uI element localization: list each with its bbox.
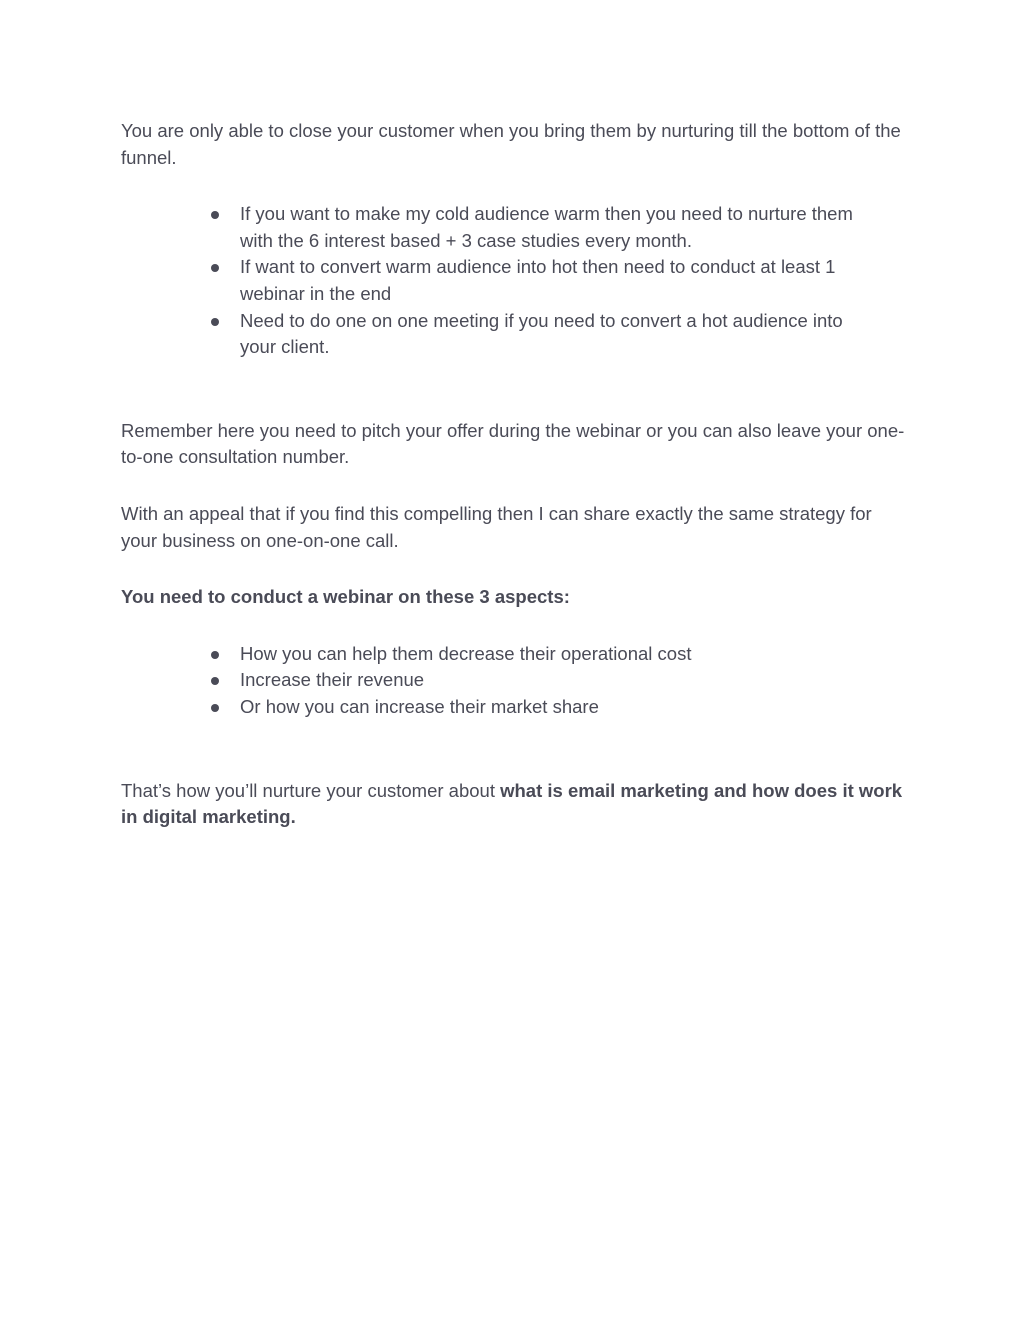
list-item [209, 254, 870, 307]
list-item-text: Increase their revenue [240, 669, 425, 691]
bullet-icon [211, 264, 219, 272]
list-item-text: Need to do one on one meeting if you need to convert a hot audience into your client. [240, 309, 843, 358]
appeal-paragraph: With an appeal that if you find this compelling then I can share exactly the same strategy for your business on one-on-one call. [121, 502, 872, 551]
list-item [209, 641, 870, 668]
list-item [209, 201, 870, 254]
list-item [209, 694, 870, 721]
list-item-text: Or how you can increase their market share [240, 695, 599, 717]
document-page [121, 118, 911, 831]
list-item-text: If you want to make my cold audience warm then you need to nurture them with the 6 interest based + 3 case studies every month. [240, 203, 853, 251]
bullet-icon [211, 677, 219, 685]
list-item-text: If want to convert warm audience into hot then need to conduct at least 1 webinar in the end [240, 256, 836, 304]
remember-paragraph: Remember here you need to pitch your offer during the webinar or you can also leave your one-to-one consultation number. [121, 419, 905, 468]
closing-bold-text: what is email marketing and how does it work in digital marketing. [121, 779, 903, 828]
bullet-icon [211, 651, 219, 659]
bullet-icon [211, 211, 219, 219]
webinar-heading: You need to conduct a webinar on these 3 aspects: [121, 586, 570, 608]
funnel-steps-list [121, 201, 911, 361]
list-item [209, 308, 870, 361]
intro-paragraph: You are only able to close your customer when you bring them by nurturing till the bottom of the funnel. [121, 120, 901, 168]
closing-text: That’s how you’ll nurture your customer about [121, 779, 501, 801]
webinar-aspects-list [121, 641, 911, 721]
bullet-icon [211, 318, 219, 326]
list-item-text: How you can help them decrease their operational cost [240, 642, 692, 664]
list-item [209, 667, 870, 694]
bullet-icon [211, 704, 219, 712]
closing-paragraph [121, 778, 911, 831]
